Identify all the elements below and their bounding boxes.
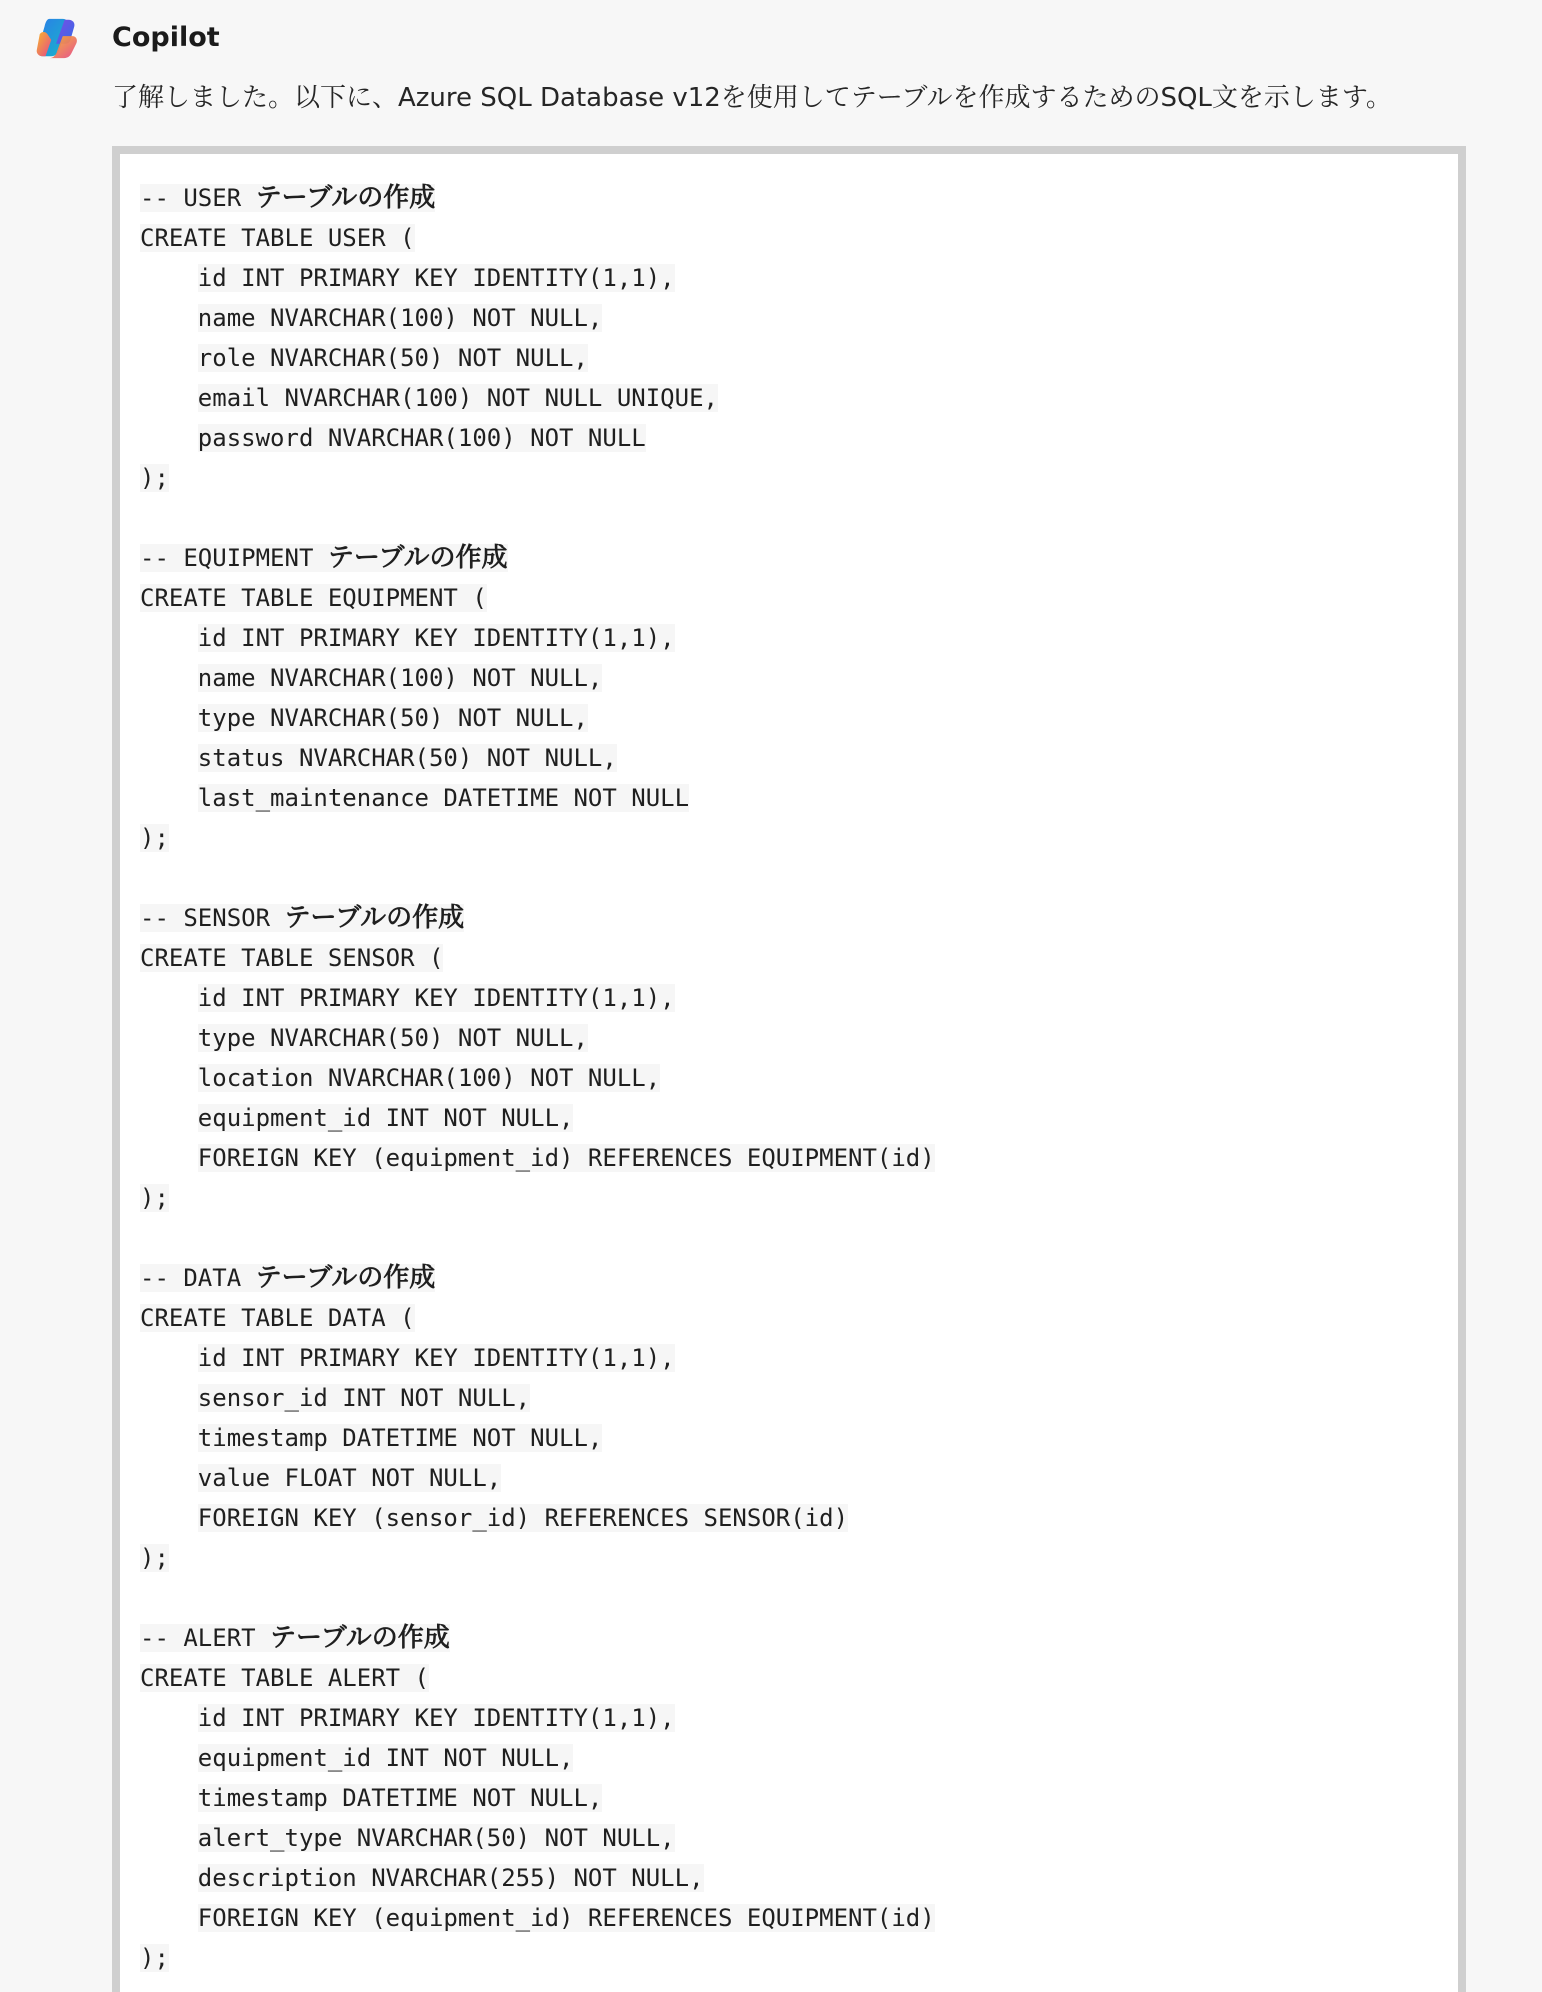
message-header (34, 16, 80, 60)
code-line: location NVARCHAR(100) NOT NULL, (197, 1064, 661, 1092)
code-line: -- USER テーブルの作成 (140, 183, 436, 213)
code-line: FOREIGN KEY (equipment_id) REFERENCES EQUIPMENT(id) (197, 1144, 935, 1172)
code-line: id INT PRIMARY KEY IDENTITY(1,1), (197, 1704, 675, 1732)
code-line: equipment_id INT NOT NULL, (197, 1104, 574, 1132)
code-line: FOREIGN KEY (sensor_id) REFERENCES SENSOR(id) (197, 1504, 849, 1532)
code-line: email NVARCHAR(100) NOT NULL UNIQUE, (197, 384, 718, 412)
code-line: type NVARCHAR(50) NOT NULL, (197, 704, 588, 732)
code-line: last_maintenance DATETIME NOT NULL (197, 784, 690, 812)
code-line (140, 1218, 935, 1258)
code-line: id INT PRIMARY KEY IDENTITY(1,1), (197, 624, 675, 652)
code-line: type NVARCHAR(50) NOT NULL, (197, 1024, 588, 1052)
code-line: -- EQUIPMENT テーブルの作成 (140, 543, 508, 573)
code-line: ); (140, 824, 169, 852)
code-line (140, 1578, 935, 1618)
code-line: -- SENSOR テーブルの作成 (140, 903, 465, 933)
code-line: sensor_id INT NOT NULL, (197, 1384, 531, 1412)
code-line: CREATE TABLE EQUIPMENT ( (140, 584, 487, 612)
code-line: ); (140, 1944, 169, 1972)
code-line: id INT PRIMARY KEY IDENTITY(1,1), (197, 264, 675, 292)
code-line: name NVARCHAR(100) NOT NULL, (197, 664, 603, 692)
code-line: -- ALERT テーブルの作成 (140, 1623, 450, 1653)
code-line: alert_type NVARCHAR(50) NOT NULL, (197, 1824, 675, 1852)
code-line: CREATE TABLE USER ( (140, 224, 415, 252)
code-line: ); (140, 1184, 169, 1212)
code-line: ); (140, 1544, 169, 1572)
code-line: CREATE TABLE ALERT ( (140, 1664, 429, 1692)
code-line (140, 858, 935, 898)
code-line: status NVARCHAR(50) NOT NULL, (197, 744, 617, 772)
code-line: timestamp DATETIME NOT NULL, (197, 1424, 603, 1452)
code-block (112, 146, 1466, 1992)
code-line: equipment_id INT NOT NULL, (197, 1744, 574, 1772)
code-line: value FLOAT NOT NULL, (197, 1464, 502, 1492)
code-line: CREATE TABLE SENSOR ( (140, 944, 444, 972)
sender-name: Copilot (112, 22, 220, 53)
code-line: description NVARCHAR(255) NOT NULL, (197, 1864, 704, 1892)
code-line: CREATE TABLE DATA ( (140, 1304, 415, 1332)
code-line: -- DATA テーブルの作成 (140, 1263, 436, 1293)
code-content (140, 178, 935, 1978)
code-line: id INT PRIMARY KEY IDENTITY(1,1), (197, 1344, 675, 1372)
code-line: FOREIGN KEY (equipment_id) REFERENCES EQUIPMENT(id) (197, 1904, 935, 1932)
code-line: password NVARCHAR(100) NOT NULL (197, 424, 646, 452)
code-line: name NVARCHAR(100) NOT NULL, (197, 304, 603, 332)
code-line (140, 498, 935, 538)
code-line: ); (140, 464, 169, 492)
code-line: timestamp DATETIME NOT NULL, (197, 1784, 603, 1812)
copilot-logo-icon (34, 15, 80, 61)
code-line: role NVARCHAR(50) NOT NULL, (197, 344, 588, 372)
message-intro-text: 了解しました。以下に、Azure SQL Database v12を使用してテーブルを作成するためのSQL文を示します。 (112, 83, 1392, 113)
code-line: id INT PRIMARY KEY IDENTITY(1,1), (197, 984, 675, 1012)
